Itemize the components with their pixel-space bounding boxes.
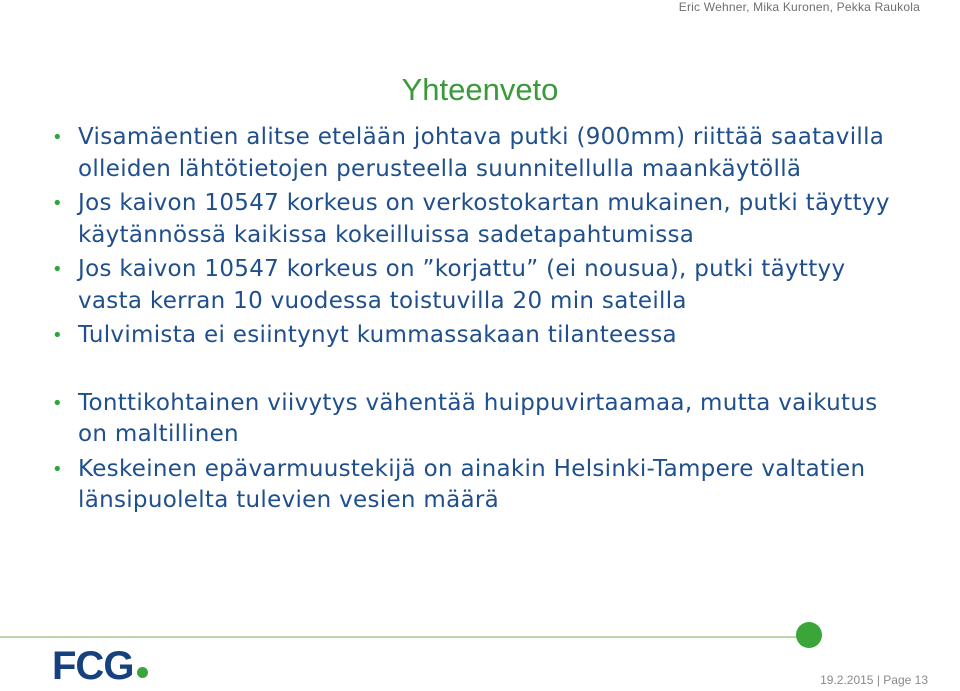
logo-dot-icon (137, 667, 148, 678)
bullet-item (50, 122, 910, 185)
bullet-text: Jos kaivon 10547 korkeus on verkostokartan mukainen, putki täyttyy käytännössä kaikissa kokeilluissa sadetapahtumissa (78, 190, 890, 248)
bullet-text: Tulvimista ei esiintynyt kummassakaan tilanteessa (78, 322, 677, 348)
footer-date: 19.2.2015 (820, 673, 874, 687)
bullet-text: Visamäentien alitse etelään johtava putki (900mm) riittää saatavilla olleiden lähtötietojen perusteella suunnitellulla maankäytöllä (78, 124, 885, 182)
bullet-item (50, 388, 910, 451)
footer-divider (0, 636, 812, 638)
bullet-item (50, 320, 910, 352)
fcg-logo (52, 646, 148, 686)
bullet-icon: • (52, 193, 63, 214)
bullet-icon: • (52, 325, 63, 346)
bullet-icon: • (52, 458, 63, 480)
bullet-icon: • (52, 392, 63, 414)
bullet-text: Tonttikohtainen viivytys vähentää huippuvirtaamaa, mutta vaikutus on maltillinen (78, 389, 878, 447)
logo-text: FCG (52, 644, 134, 688)
bullet-icon: • (52, 259, 63, 280)
bullet-list (50, 122, 910, 520)
footer-page: Page 13 (883, 673, 928, 687)
bullet-text: Jos kaivon 10547 korkeus on ”korjattu” (ei nousua), putki täyttyy vasta kerran 10 vuodessa toistuvilla 20 min sateilla (78, 256, 846, 314)
bullet-item (50, 454, 910, 517)
bullet-text: Keskeinen epävarmuustekijä on ainakin Helsinki-Tampere valtatien länsipuolelta tulevien vesien määrä (78, 455, 866, 513)
divider-end-dot-icon (796, 622, 822, 648)
bullet-icon: • (52, 127, 63, 148)
bullet-item (50, 254, 910, 317)
footer-info (820, 673, 928, 687)
slide-title: Yhteenveto (401, 72, 559, 107)
bullet-item (50, 188, 910, 251)
footer-separator: | (876, 673, 884, 687)
header-authors: Eric Wehner, Mika Kuronen, Pekka Raukola (678, 0, 920, 14)
